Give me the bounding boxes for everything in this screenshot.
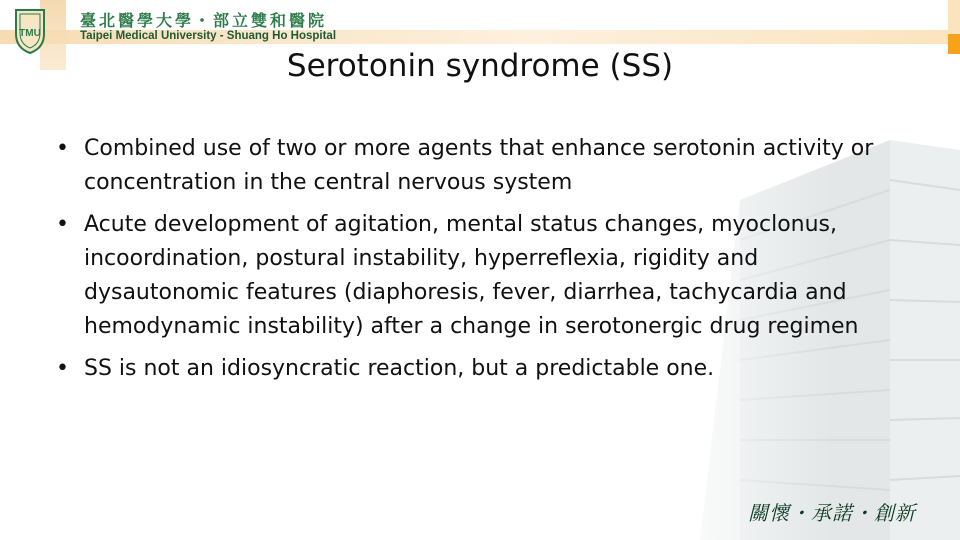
- bullet-text: Acute development of agitation, mental status changes, myoclonus, incoordination, postural instability, hyperreflexia, rigidity and dysautonomic features (diaphoresis, fever, diarrhea, tachycardia and hemodynamic instability) after a change in serotonergic drug regimen: [84, 212, 859, 339]
- bullet-item: [56, 132, 898, 200]
- bullet-text: SS is not an idiosyncratic reaction, but a predictable one.: [84, 356, 715, 381]
- slide-title: Serotonin syndrome (SS): [286, 48, 674, 84]
- header-corner-stripe: [948, 0, 960, 32]
- calligraphy-motto: 關懷・承諾・創新: [748, 501, 916, 525]
- bullet-item: [56, 208, 898, 344]
- bullet-marker: •: [56, 136, 69, 161]
- svg-text:TMU: TMU: [19, 28, 41, 39]
- bullet-item: [56, 352, 898, 386]
- university-name-english: Taipei Medical University - Shuang Ho Hospital: [80, 30, 337, 42]
- bullet-text: Combined use of two or more agents that enhance serotonin activity or concentration in the central nervous system: [84, 136, 874, 195]
- university-name-chinese: 臺北醫學大學・部立雙和醫院: [80, 11, 328, 30]
- bullet-marker: •: [56, 356, 69, 381]
- bullet-marker: •: [56, 212, 69, 237]
- bullet-list: [56, 132, 898, 394]
